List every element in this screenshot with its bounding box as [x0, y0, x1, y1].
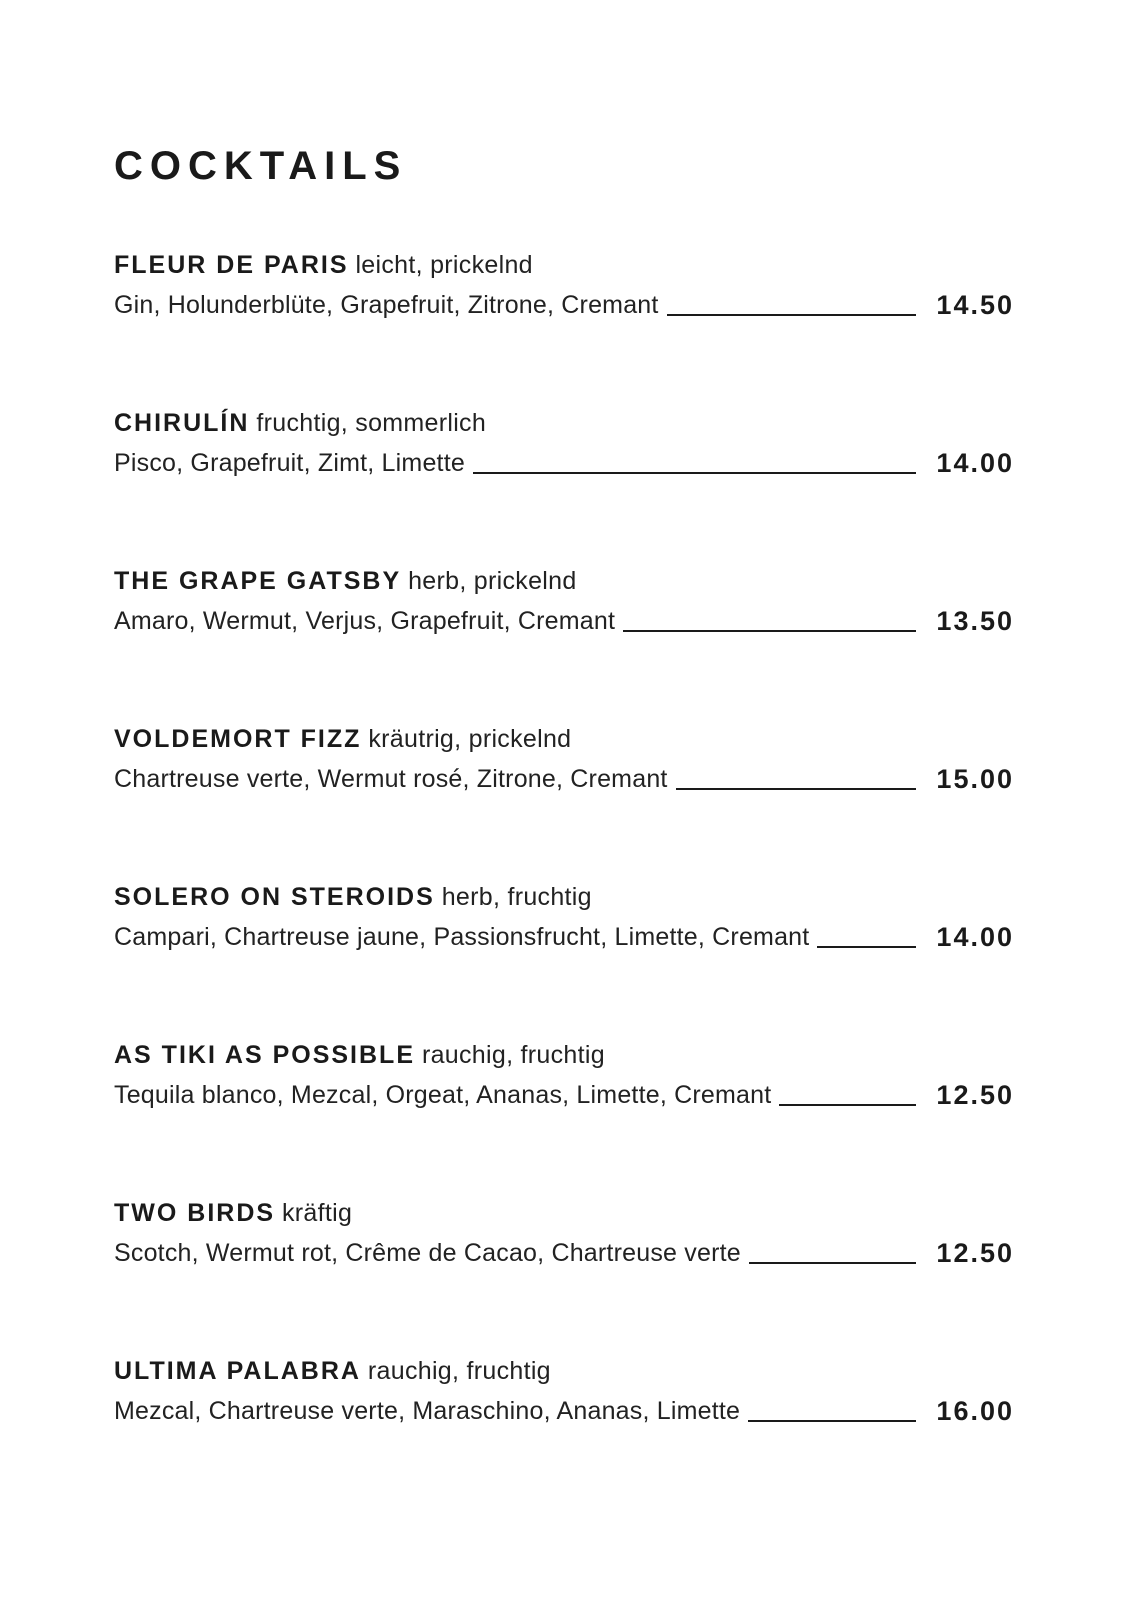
item-detail-line — [114, 290, 1014, 320]
item-heading — [114, 882, 1014, 912]
price-leader-line — [667, 314, 916, 316]
price-leader-line — [748, 1420, 916, 1422]
item-description: herb, fruchtig — [441, 883, 592, 911]
price-leader-line — [817, 946, 916, 948]
price-leader-line — [779, 1104, 916, 1106]
menu-item-two-birds — [114, 1198, 1014, 1268]
item-name: THE GRAPE GATSBY — [114, 567, 402, 595]
item-detail-line — [114, 1080, 1014, 1110]
item-detail-line — [114, 448, 1014, 478]
item-heading — [114, 408, 1014, 438]
item-price: 14.50 — [936, 290, 1014, 320]
item-price: 12.50 — [936, 1238, 1014, 1268]
menu-item-as-tiki-as-possible — [114, 1040, 1014, 1110]
item-detail-line — [114, 1396, 1014, 1426]
item-detail-line — [114, 1238, 1014, 1268]
item-heading — [114, 1040, 1014, 1070]
item-name: TWO BIRDS — [114, 1199, 276, 1227]
item-heading — [114, 1198, 1014, 1228]
price-leader-line — [676, 788, 916, 790]
menu-item-solero-on-steroids — [114, 882, 1014, 952]
item-price: 13.50 — [936, 606, 1014, 636]
item-detail-line — [114, 922, 1014, 952]
item-detail-line — [114, 606, 1014, 636]
item-ingredients: Scotch, Wermut rot, Crême de Cacao, Chartreuse verte — [114, 1239, 741, 1267]
item-price: 14.00 — [936, 922, 1014, 952]
item-name: ULTIMA PALABRA — [114, 1357, 361, 1385]
menu-item-chirulin — [114, 408, 1014, 478]
price-leader-line — [749, 1262, 916, 1264]
item-ingredients: Gin, Holunderblüte, Grapefruit, Zitrone, Cremant — [114, 291, 659, 319]
item-description: rauchig, fruchtig — [421, 1041, 605, 1069]
item-name: AS TIKI AS POSSIBLE — [114, 1041, 416, 1069]
item-heading — [114, 250, 1014, 280]
item-price: 14.00 — [936, 448, 1014, 478]
item-description: kräftig — [282, 1199, 353, 1227]
item-ingredients: Campari, Chartreuse jaune, Passionsfrucht, Limette, Cremant — [114, 923, 810, 951]
price-leader-line — [623, 630, 916, 632]
item-description: leicht, prickelnd — [355, 251, 533, 279]
item-name: SOLERO ON STEROIDS — [114, 883, 435, 911]
item-price: 12.50 — [936, 1080, 1014, 1110]
menu-item-voldemort-fizz — [114, 724, 1014, 794]
item-heading — [114, 566, 1014, 596]
menu-item-the-grape-gatsby — [114, 566, 1014, 636]
item-heading — [114, 1356, 1014, 1386]
item-detail-line — [114, 764, 1014, 794]
item-price: 15.00 — [936, 764, 1014, 794]
menu-item-fleur-de-paris — [114, 250, 1014, 320]
item-ingredients: Amaro, Wermut, Verjus, Grapefruit, Cremant — [114, 607, 616, 635]
item-description: kräutrig, prickelnd — [368, 725, 572, 753]
price-leader-line — [473, 472, 916, 474]
item-ingredients: Tequila blanco, Mezcal, Orgeat, Ananas, Limette, Cremant — [114, 1081, 772, 1109]
menu-title: COCKTAILS — [114, 144, 408, 188]
item-name: VOLDEMORT FIZZ — [114, 725, 362, 753]
item-description: herb, prickelnd — [408, 567, 577, 595]
menu-item-ultima-palabra — [114, 1356, 1014, 1426]
item-heading — [114, 724, 1014, 754]
item-ingredients: Chartreuse verte, Wermut rosé, Zitrone, Cremant — [114, 765, 668, 793]
item-ingredients: Mezcal, Chartreuse verte, Maraschino, Ananas, Limette — [114, 1397, 741, 1425]
item-name: CHIRULÍN — [114, 409, 250, 437]
item-description: fruchtig, sommerlich — [256, 409, 487, 437]
item-ingredients: Pisco, Grapefruit, Zimt, Limette — [114, 449, 465, 477]
item-price: 16.00 — [936, 1396, 1014, 1426]
item-description: rauchig, fruchtig — [367, 1357, 551, 1385]
item-name: FLEUR DE PARIS — [114, 251, 349, 279]
